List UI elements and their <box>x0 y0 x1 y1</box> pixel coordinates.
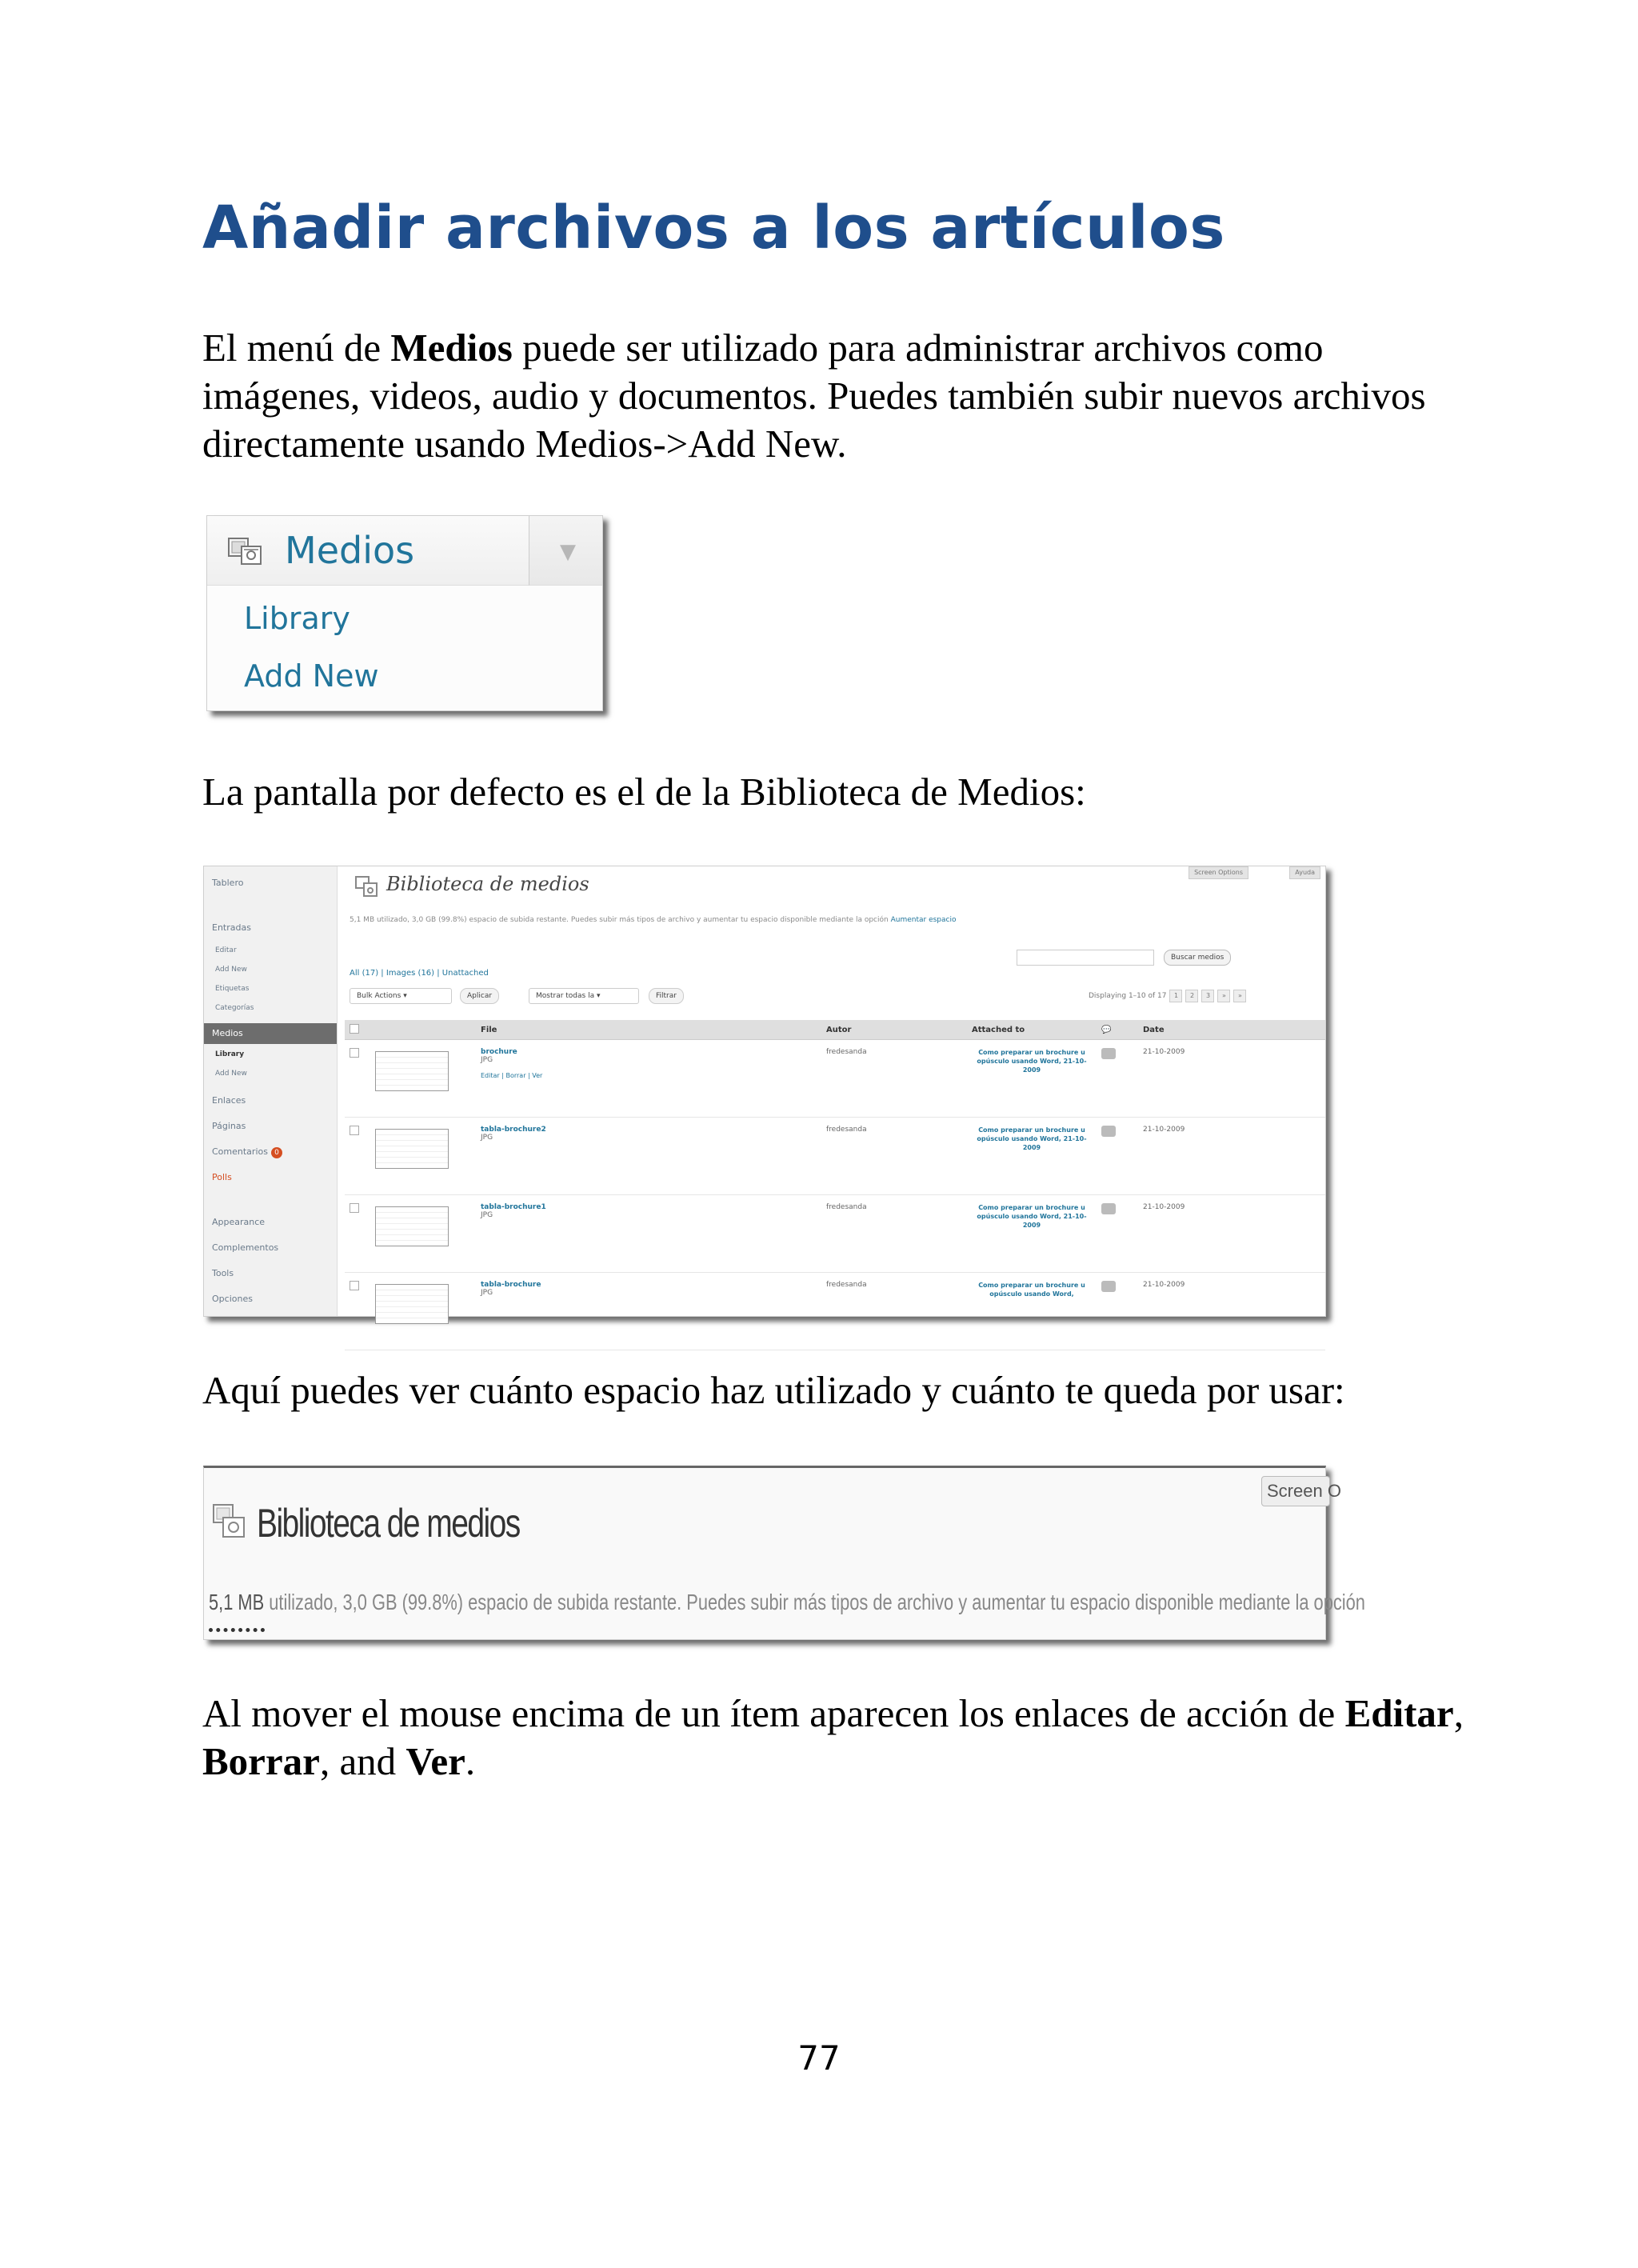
upload-space-info: 5,1 MB utilizado, 3,0 GB (99.8%) espacio de subida restante. Puedes subir más tipos de archivo y aumentar tu espacio disponible mediante la opción Aumentar espacio <box>350 916 957 924</box>
column-comments: 💬 <box>1097 1020 1138 1040</box>
medios-menu-screenshot <box>206 515 603 711</box>
page-2-link[interactable]: 2 <box>1185 990 1198 1002</box>
column-thumb <box>370 1020 476 1040</box>
filter-button[interactable]: Filtrar <box>649 988 684 1004</box>
table-row[interactable]: tabla-brochure1 JPG fredesanda Como preparar un brochure u opúsculo usando Word, 21-10-2009 21-10-2009 <box>345 1195 1325 1273</box>
comment-bubble-icon <box>1101 1203 1116 1214</box>
upload-space-screenshot <box>203 1466 1365 1640</box>
sidebar-item-entradas[interactable]: Entradas <box>212 922 251 933</box>
table-header <box>345 1020 1325 1040</box>
hover-actions-paragraph: Al mover el mouse encima de un ítem aparecen los enlaces de acción de Editar, Borrar, and Ver. <box>202 1691 1464 1783</box>
file-link[interactable]: tabla-brochure2 <box>481 1126 546 1134</box>
comments-badge: 0 <box>271 1147 282 1158</box>
page-3-link[interactable]: 3 <box>1201 990 1214 1002</box>
media-icon <box>227 535 264 567</box>
attached-link[interactable]: Como preparar un brochure u opúsculo usando Word, <box>967 1273 1097 1350</box>
sidebar-item-polls[interactable]: Polls <box>212 1172 232 1182</box>
sidebar-item-medios[interactable]: Medios <box>204 1023 337 1044</box>
thumbnail[interactable] <box>375 1129 449 1169</box>
next-page-link[interactable]: » <box>1217 990 1230 1002</box>
upload-space-info: 5,1 MB utilizado, 3,0 GB (99.8%) espacio de subida restante. Puedes subir más tipos de archivo y aumentar tu espacio disponible mediante la opción <box>209 1590 1365 1614</box>
menu-item-library[interactable]: Library <box>244 601 350 636</box>
library-main <box>345 866 1325 1316</box>
menu-header[interactable] <box>207 516 529 586</box>
column-date[interactable]: Date <box>1138 1020 1325 1040</box>
library-title: Biblioteca de medios <box>386 873 589 895</box>
comment-bubble-icon <box>1101 1126 1116 1137</box>
column-author[interactable]: Autor <box>821 1020 967 1040</box>
sidebar-item-complementos[interactable]: Complementos <box>212 1242 279 1253</box>
select-all-checkbox[interactable] <box>350 1024 359 1034</box>
pagination: Displaying 1–10 of 17 1 2 3 » » <box>1089 990 1246 1002</box>
menu-toggle[interactable] <box>529 516 602 586</box>
row-checkbox[interactable] <box>350 1048 359 1058</box>
column-attached[interactable]: Attached to <box>967 1020 1097 1040</box>
screen-options-button[interactable]: Screen Options <box>1189 866 1248 879</box>
file-link[interactable]: brochure <box>481 1048 517 1056</box>
sidebar-item-add-new-post[interactable]: Add New <box>215 966 247 974</box>
library-title: Biblioteca de medios <box>257 1501 520 1546</box>
screen-options-button[interactable]: Screen O <box>1261 1476 1330 1506</box>
thumbnail[interactable] <box>375 1206 449 1246</box>
sidebar-item-add-new-media[interactable]: Add New <box>215 1070 247 1078</box>
sidebar-item-comentarios[interactable]: Comentarios 0 <box>212 1146 282 1158</box>
menu-item-add-new[interactable]: Add New <box>244 658 379 694</box>
page-number: 77 <box>797 2038 841 2078</box>
search-media-button[interactable]: Buscar medios <box>1164 950 1231 966</box>
triangle-down-icon: ▼ <box>560 540 576 564</box>
media-library-screenshot <box>203 866 1326 1317</box>
library-intro-paragraph: La pantalla por defecto es el de la Biblioteca de Medios: <box>202 770 1086 814</box>
file-link[interactable]: tabla-brochure <box>481 1281 541 1289</box>
row-actions[interactable]: Editar | Borrar | Ver <box>481 1072 543 1079</box>
sidebar-item-tablero[interactable]: Tablero <box>212 878 244 888</box>
media-icon <box>354 874 378 898</box>
table-row[interactable]: tabla-brochure2 JPG fredesanda Como preparar un brochure u opúsculo usando Word, 21-10-2009 21-10-2009 <box>345 1118 1325 1195</box>
comment-bubble-icon <box>1101 1048 1116 1059</box>
help-button[interactable]: Ayuda <box>1289 866 1320 879</box>
sidebar-item-tools[interactable]: Tools <box>212 1268 234 1278</box>
dotted-underline <box>209 1628 265 1632</box>
sidebar-item-editar[interactable]: Editar <box>215 946 237 954</box>
sidebar-item-paginas[interactable]: Páginas <box>212 1121 246 1131</box>
page-1-link[interactable]: 1 <box>1169 990 1182 1002</box>
sidebar-item-appearance[interactable]: Appearance <box>212 1217 266 1227</box>
sidebar-item-opciones[interactable]: Opciones <box>212 1294 253 1304</box>
sidebar-item-etiquetas[interactable]: Etiquetas <box>215 985 250 993</box>
table-row[interactable]: brochure JPG Editar | Borrar | Ver fredesanda Como preparar un brochure u opúsculo usando Word, 21-10-2009 21-10-2009 <box>345 1040 1325 1118</box>
row-checkbox[interactable] <box>350 1126 359 1135</box>
sidebar-item-categorias[interactable]: Categorías <box>215 1004 254 1012</box>
media-icon <box>212 1502 247 1540</box>
thumbnail[interactable] <box>375 1284 449 1324</box>
file-link[interactable]: tabla-brochure1 <box>481 1203 546 1211</box>
search-input[interactable] <box>1017 950 1154 966</box>
space-intro-paragraph: Aquí puedes ver cuánto espacio haz utilizado y cuánto te queda por usar: <box>202 1368 1345 1412</box>
column-file[interactable]: File <box>476 1020 821 1040</box>
row-checkbox[interactable] <box>350 1203 359 1213</box>
row-checkbox[interactable] <box>350 1281 359 1290</box>
attached-link[interactable]: Como preparar un brochure u opúsculo usando Word, 21-10-2009 <box>967 1195 1097 1273</box>
sidebar-item-enlaces[interactable]: Enlaces <box>212 1095 246 1106</box>
increase-space-link[interactable]: Aumentar espacio <box>890 916 957 924</box>
sidebar-item-library[interactable]: Library <box>215 1050 245 1058</box>
attached-link[interactable]: Como preparar un brochure u opúsculo usando Word, 21-10-2009 <box>967 1040 1097 1118</box>
intro-paragraph: El menú de Medios puede ser utilizado para administrar archivos como imágenes, videos, audio y documentos. Puedes también subir nuevos archivos directamente usando Medios->Add New. <box>202 326 1426 466</box>
page-title: Añadir archivos a los artículos <box>202 194 1225 262</box>
table-row[interactable]: tabla-brochure JPG fredesanda Como preparar un brochure u opúsculo usando Word, 21-10-2009 <box>345 1273 1325 1350</box>
media-table <box>345 1020 1325 1350</box>
apply-button[interactable]: Aplicar <box>460 988 499 1004</box>
date-filter-select[interactable]: Mostrar todas la ▾ <box>529 988 639 1004</box>
comment-bubble-icon <box>1101 1281 1116 1292</box>
menu-title[interactable]: Medios <box>285 529 415 572</box>
bulk-actions-select[interactable]: Bulk Actions ▾ <box>350 988 452 1004</box>
attached-link[interactable]: Como preparar un brochure u opúsculo usando Word, 21-10-2009 <box>967 1118 1097 1195</box>
last-page-link[interactable]: » <box>1233 990 1246 1002</box>
media-filters[interactable]: All (17) | Images (16) | Unattached <box>350 969 489 978</box>
thumbnail[interactable] <box>375 1051 449 1091</box>
admin-sidebar <box>204 866 338 1316</box>
